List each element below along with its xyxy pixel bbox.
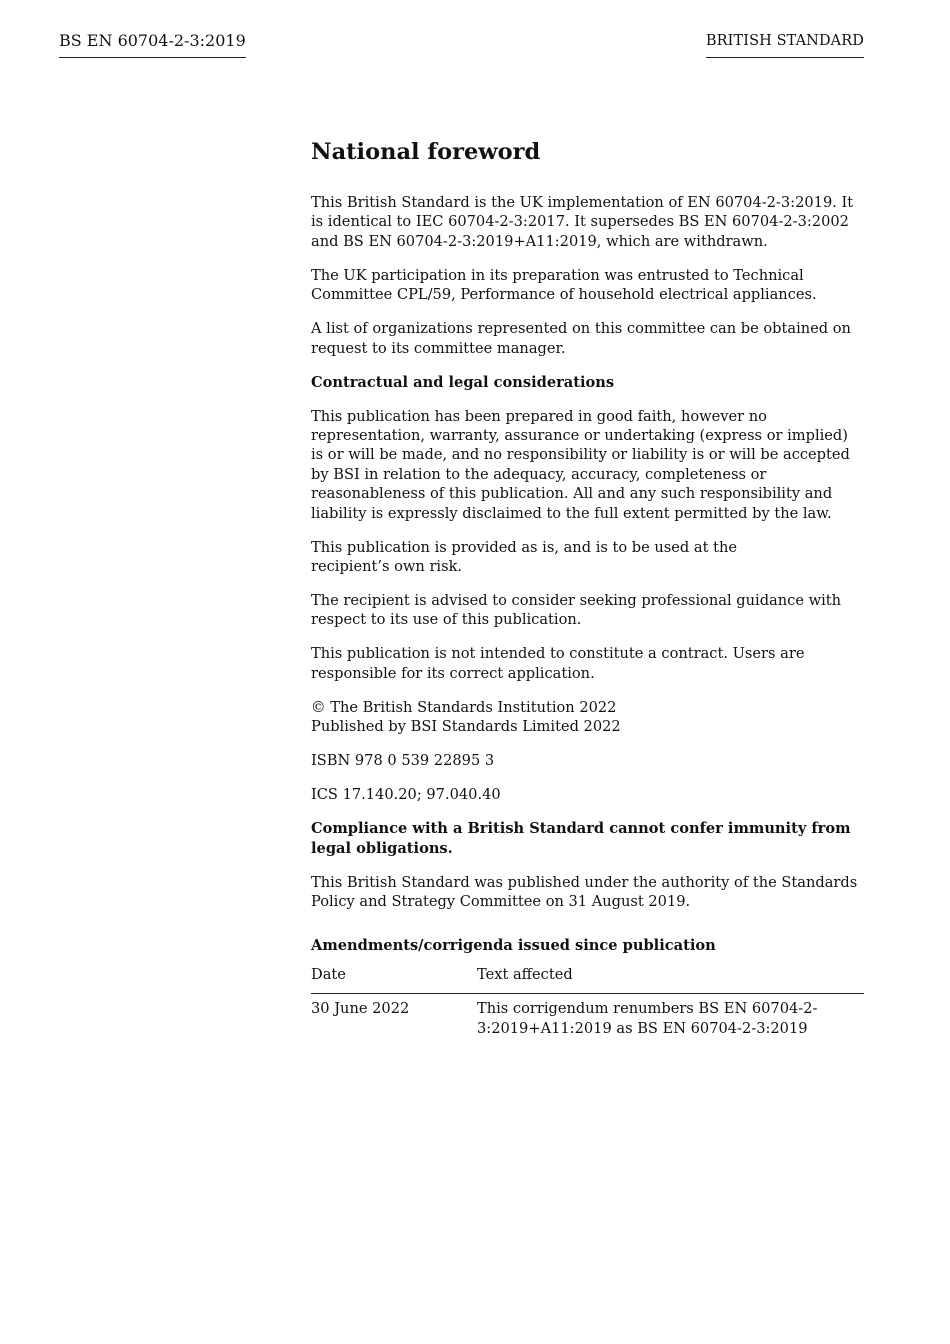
table-header-row <box>311 960 864 994</box>
cell-date: 30 June 2022 <box>311 1000 410 1018</box>
paragraph-implementation: This British Standard is the UK implementation of EN 60704-2-3:2019. It is identical to IEC 60704-2-3:2017. It supersedes BS EN 60704-2-3:2002 and BS EN 60704-2-3:2019+A11:2019, which are withdrawn. <box>311 194 854 250</box>
compliance-statement: Compliance with a British Standard cannot confer immunity from legal obligations. <box>311 820 851 857</box>
amendments-table <box>311 960 864 1038</box>
ics-line: ICS 17.140.20; 97.040.40 <box>311 786 501 804</box>
column-header-text-affected: Text affected <box>477 960 864 994</box>
publisher-line: Published by BSI Standards Limited 2022 <box>311 718 621 736</box>
paragraph-guidance: The recipient is advised to consider seeking professional guidance with respect to its use of this publication. <box>311 592 842 629</box>
amendments-heading: Amendments/corrigenda issued since publication <box>311 936 716 954</box>
table-row <box>311 994 864 1038</box>
cell-text-affected: This corrigendum renumbers BS EN 60704-2-3:2019+A11:2019 as BS EN 60704-2-3:2019 <box>477 1000 818 1037</box>
paragraph-authority: This British Standard was published under the authority of the Standards Policy and Strategy Committee on 31 August 2019. <box>311 873 858 911</box>
paragraph-contract: This publication is not intended to constitute a contract. Users are responsible for its correct application. <box>311 645 805 682</box>
header-standard-number: BS EN 60704-2-3:2019 <box>59 31 246 58</box>
isbn-line: ISBN 978 0 539 22895 3 <box>311 752 495 770</box>
own-risk-line-1: This publication is provided as is, and is to be used at the <box>311 538 738 556</box>
paragraph-organizations: A list of organizations represented on this committee can be obtained on request to its committee manager. <box>311 320 851 357</box>
copyright-line: © The British Standards Institution 2022 <box>311 698 617 716</box>
page-title: National foreword <box>311 139 541 165</box>
header-british-standard: BRITISH STANDARD <box>706 31 864 58</box>
paragraph-participation: The UK participation in its preparation was entrusted to Technical Committee CPL/59, Performance of household electrical appliances. <box>311 266 817 304</box>
heading-contractual: Contractual and legal considerations <box>311 373 615 391</box>
column-header-date: Date <box>311 960 477 994</box>
paragraph-own-risk <box>311 538 864 577</box>
paragraph-copyright <box>311 698 864 737</box>
own-risk-line-2: recipient’s own risk. <box>311 558 463 576</box>
national-foreword-section <box>311 137 864 1038</box>
paragraph-disclaimer: This publication has been prepared in good faith, however no representation, warranty, assurance or undertaking (express or implied) is or will be made, and no responsibility or liability is or will be accepted by BSI in relation to the adequacy, accuracy, completeness or reasonableness of this publication. All and any such responsibility and liability is expressly disclaimed to the full extent permitted by the law. <box>311 407 850 522</box>
